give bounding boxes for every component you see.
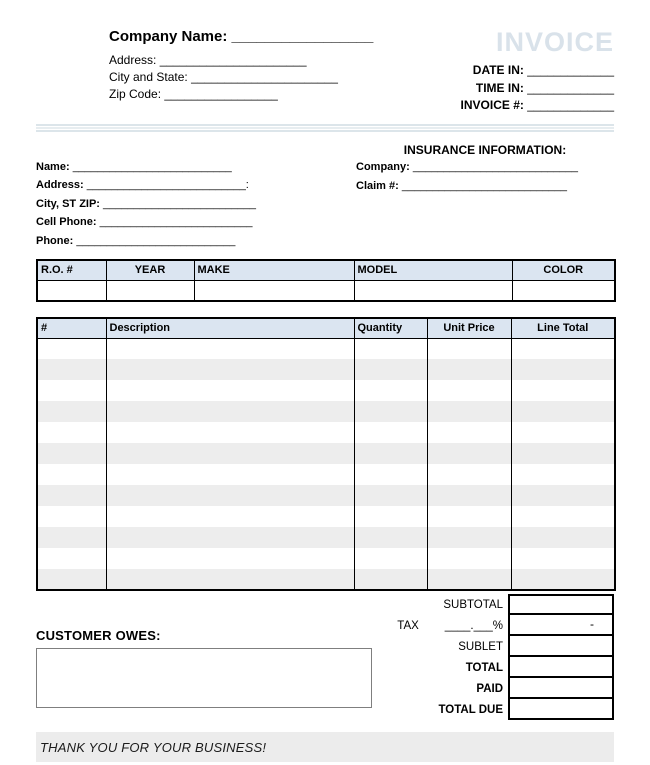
total-due-row <box>372 699 614 720</box>
cell-phone-line <box>36 213 356 232</box>
items-header-unit-price: Unit Price <box>427 318 511 338</box>
item-cell[interactable] <box>354 338 427 359</box>
item-cell[interactable] <box>37 548 106 569</box>
item-cell[interactable] <box>106 401 354 422</box>
vehicle-table <box>36 259 616 302</box>
vehicle-cell-ro[interactable] <box>37 280 106 301</box>
item-cell[interactable] <box>511 422 615 443</box>
vehicle-header-model: MODEL <box>354 260 512 280</box>
item-row <box>37 569 615 590</box>
totals-block <box>372 594 614 720</box>
vehicle-entry-row <box>37 280 615 301</box>
insurance-company-label: Company: <box>356 160 410 173</box>
tax-label: TAX <box>397 619 419 632</box>
items-header-line-total: Line Total <box>511 318 615 338</box>
item-row <box>37 443 615 464</box>
item-row <box>37 338 615 359</box>
item-row <box>37 485 615 506</box>
item-cell[interactable] <box>37 527 106 548</box>
subtotal-row <box>372 594 614 615</box>
customer-address-line <box>36 176 356 195</box>
customer-owes-box[interactable] <box>36 648 372 708</box>
item-cell[interactable] <box>427 569 511 590</box>
header <box>36 28 614 115</box>
line-items-table <box>36 317 616 591</box>
item-cell[interactable] <box>37 380 106 401</box>
address-line <box>109 52 373 69</box>
item-cell[interactable] <box>106 338 354 359</box>
item-cell[interactable] <box>511 527 615 548</box>
item-row <box>37 380 615 401</box>
item-cell[interactable] <box>37 338 106 359</box>
vehicle-header-row <box>37 260 615 280</box>
item-cell[interactable] <box>106 527 354 548</box>
item-cell[interactable] <box>106 569 354 590</box>
item-cell[interactable] <box>106 443 354 464</box>
item-cell[interactable] <box>427 485 511 506</box>
item-cell[interactable] <box>106 485 354 506</box>
item-cell[interactable] <box>511 548 615 569</box>
item-cell[interactable] <box>427 527 511 548</box>
vehicle-header-make: MAKE <box>194 260 354 280</box>
item-cell[interactable] <box>427 422 511 443</box>
item-row <box>37 548 615 569</box>
city-st-zip-label: City, ST ZIP: <box>36 197 100 210</box>
invoice-number-blank[interactable]: _____________ <box>527 98 614 112</box>
insurance-fields-column <box>356 142 614 251</box>
customer-address-blank[interactable]: __________________________: <box>86 179 249 191</box>
item-cell[interactable] <box>427 359 511 380</box>
bottom-section <box>36 594 614 720</box>
item-cell[interactable] <box>427 401 511 422</box>
invoice-number-label: INVOICE #: <box>460 98 524 112</box>
insurance-section <box>36 142 614 251</box>
item-cell[interactable] <box>511 506 615 527</box>
tax-rate-blank[interactable]: ____.___% <box>444 619 503 632</box>
claim-number-blank[interactable]: ___________________________ <box>401 179 568 192</box>
item-cell[interactable] <box>427 443 511 464</box>
item-cell[interactable] <box>511 401 615 422</box>
paid-row <box>372 678 614 699</box>
name-line <box>36 158 356 177</box>
phone-blank[interactable]: __________________________ <box>76 234 236 247</box>
item-cell[interactable] <box>354 380 427 401</box>
tax-label-group <box>372 615 508 636</box>
time-in-blank[interactable]: _____________ <box>527 80 614 95</box>
total-box[interactable] <box>508 657 614 678</box>
item-cell[interactable] <box>354 506 427 527</box>
name-label: Name: <box>36 160 70 173</box>
date-in-label: DATE IN: <box>472 63 524 77</box>
claim-number-label: Claim #: <box>356 179 399 192</box>
item-cell[interactable] <box>37 443 106 464</box>
vehicle-header-year: YEAR <box>106 260 194 280</box>
item-cell[interactable] <box>427 548 511 569</box>
item-cell[interactable] <box>106 359 354 380</box>
item-cell[interactable] <box>106 380 354 401</box>
vehicle-cell-color[interactable] <box>512 280 615 301</box>
invoice-number-line <box>461 97 614 115</box>
cell-phone-label: Cell Phone: <box>36 216 97 228</box>
total-label: TOTAL <box>465 661 503 674</box>
company-name-line <box>109 28 373 45</box>
item-cell[interactable] <box>37 506 106 527</box>
thank-you-text: THANK YOU FOR YOUR BUSINESS! <box>40 739 267 755</box>
item-cell[interactable] <box>37 464 106 485</box>
vehicle-cell-year[interactable] <box>106 280 194 301</box>
item-cell[interactable] <box>354 548 427 569</box>
insurance-heading: INSURANCE INFORMATION: <box>403 142 567 157</box>
sublet-row <box>372 636 614 657</box>
vehicle-header-color: COLOR <box>512 260 615 280</box>
item-cell[interactable] <box>511 464 615 485</box>
item-cell[interactable] <box>427 464 511 485</box>
phone-line <box>36 232 356 251</box>
customer-fields-column <box>36 142 356 251</box>
item-cell[interactable] <box>106 422 354 443</box>
company-name-blank[interactable]: _________________ <box>231 28 374 45</box>
subtotal-label: SUBTOTAL <box>443 598 503 611</box>
customer-owes-block <box>36 594 372 720</box>
item-row <box>37 464 615 485</box>
zip-line <box>109 86 373 103</box>
item-cell[interactable] <box>427 338 511 359</box>
item-cell[interactable] <box>106 464 354 485</box>
address-blank[interactable]: ______________________ <box>159 53 307 67</box>
item-cell[interactable] <box>354 569 427 590</box>
item-cell[interactable] <box>37 359 106 380</box>
tax-box[interactable]: - <box>508 615 614 636</box>
phone-label: Phone: <box>36 234 74 247</box>
items-header-quantity: Quantity <box>354 318 427 338</box>
item-cell[interactable] <box>511 380 615 401</box>
date-in-line <box>461 62 614 80</box>
item-cell[interactable] <box>37 422 106 443</box>
vehicle-cell-make[interactable] <box>194 280 354 301</box>
zip-label: Zip Code: <box>109 87 162 101</box>
claim-number-line <box>356 177 614 196</box>
item-row <box>37 401 615 422</box>
subtotal-box[interactable] <box>508 594 614 615</box>
item-cell[interactable] <box>511 443 615 464</box>
cell-phone-blank[interactable]: _________________________ <box>99 216 253 228</box>
item-cell[interactable] <box>354 485 427 506</box>
items-header-row <box>37 318 615 338</box>
item-cell[interactable] <box>427 380 511 401</box>
address-label: Address: <box>109 53 157 67</box>
items-header-number: # <box>37 318 106 338</box>
invoice-title: INVOICE <box>495 27 614 57</box>
item-row <box>37 359 615 380</box>
item-cell[interactable] <box>427 506 511 527</box>
company-name-label: Company Name: <box>109 28 228 45</box>
total-row <box>372 657 614 678</box>
item-cell[interactable] <box>511 359 615 380</box>
insurance-company-line <box>356 158 614 177</box>
total-due-label: TOTAL DUE <box>438 703 503 716</box>
paid-label: PAID <box>476 682 503 695</box>
zip-blank[interactable]: _________________ <box>164 87 278 101</box>
item-cell[interactable] <box>37 569 106 590</box>
item-cell[interactable] <box>37 401 106 422</box>
name-blank[interactable]: __________________________ <box>72 160 232 173</box>
item-row <box>37 422 615 443</box>
tax-row <box>372 615 614 636</box>
item-cell[interactable] <box>354 464 427 485</box>
thank-you-bar <box>36 732 614 762</box>
item-row <box>37 506 615 527</box>
item-cell[interactable] <box>354 527 427 548</box>
sublet-box[interactable] <box>508 636 614 657</box>
item-cell[interactable] <box>106 506 354 527</box>
item-cell[interactable] <box>354 443 427 464</box>
date-in-blank[interactable]: _____________ <box>527 63 614 77</box>
city-state-blank[interactable]: ______________________ <box>191 70 338 84</box>
customer-owes-label: CUSTOMER OWES: <box>36 628 161 643</box>
city-st-zip-blank[interactable]: _________________________ <box>103 197 256 210</box>
item-cell[interactable] <box>511 569 615 590</box>
vehicle-header-ro: R.O. # <box>37 260 106 280</box>
item-cell[interactable] <box>37 485 106 506</box>
section-divider <box>36 124 614 132</box>
item-cell[interactable] <box>354 359 427 380</box>
city-state-label: City and State: <box>109 70 188 84</box>
total-due-box[interactable] <box>508 699 614 720</box>
customer-address-label: Address: <box>36 179 84 191</box>
invoice-meta-block <box>461 28 614 115</box>
item-row <box>37 527 615 548</box>
city-st-zip-line <box>36 195 356 214</box>
insurance-company-blank[interactable]: ___________________________ <box>412 160 579 173</box>
item-cell[interactable] <box>511 338 615 359</box>
sublet-label: SUBLET <box>458 640 503 653</box>
vehicle-cell-model[interactable] <box>354 280 512 301</box>
company-info-block <box>109 28 373 115</box>
paid-box[interactable] <box>508 678 614 699</box>
item-cell[interactable] <box>106 548 354 569</box>
items-header-description: Description <box>106 318 354 338</box>
city-state-line <box>109 69 373 86</box>
item-cell[interactable] <box>354 422 427 443</box>
time-in-label: TIME IN: <box>475 80 524 95</box>
time-in-line <box>461 80 614 98</box>
item-cell[interactable] <box>511 485 615 506</box>
item-cell[interactable] <box>354 401 427 422</box>
